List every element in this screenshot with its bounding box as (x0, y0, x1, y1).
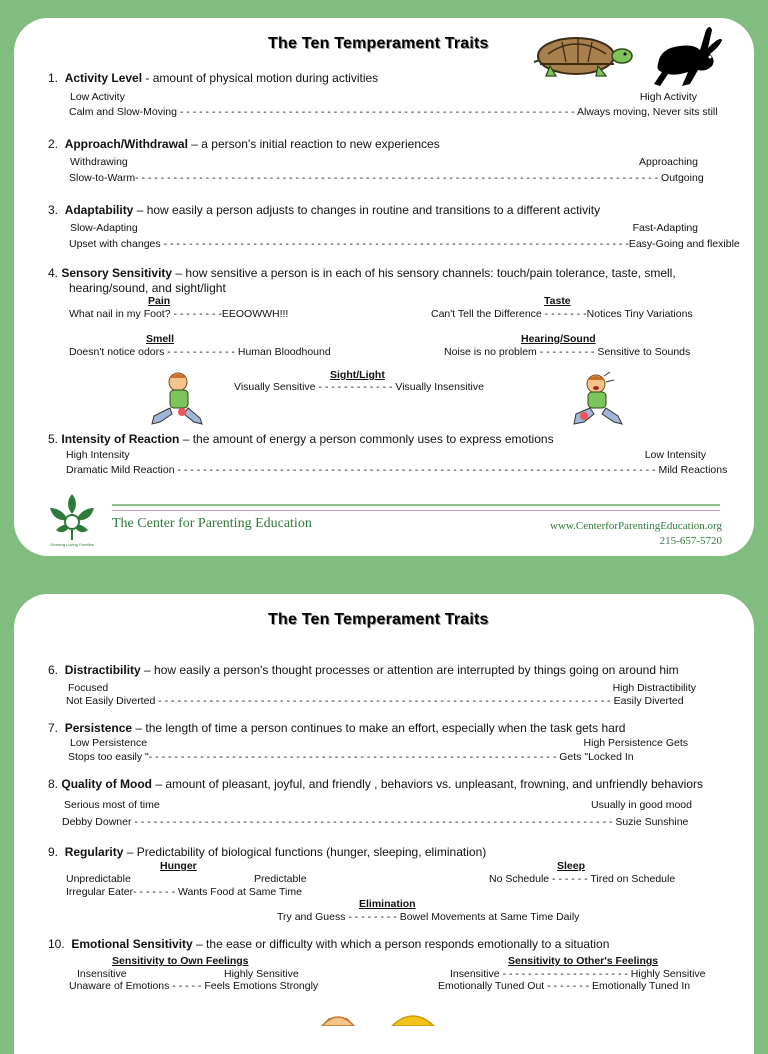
trait-number: 5. (48, 432, 59, 446)
hunger-left-label: Unpredictable (66, 873, 131, 885)
sight-heading: Sight/Light (330, 369, 385, 381)
trait-description: - amount of physical motion during activities (142, 71, 379, 85)
trait-name: Approach/Withdrawal (64, 137, 188, 151)
trait-2-right-label: Approaching (639, 156, 698, 168)
elimination-heading: Elimination (359, 898, 416, 910)
sleep-heading: Sleep (557, 860, 586, 872)
trait-7-left-label: Low Persistence (70, 737, 148, 749)
phone-number: 215-657-5720 (659, 535, 722, 547)
taste-heading: Taste (544, 295, 571, 307)
trait-number: 4. (48, 266, 59, 280)
trait-2-heading (48, 137, 440, 151)
taste-scale: Can't Tell the Difference - - - - - - -Notices Tiny Variations (431, 308, 693, 320)
trait-number: 10. (48, 937, 65, 951)
trait-description: – the length of time a person continues to make an effort, especially when the task gets hard (132, 721, 626, 735)
trait-name: Regularity (64, 845, 124, 859)
trait-number: 2. (48, 137, 59, 151)
trait-1-scale: Calm and Slow-Moving - - - - - - - - - - - - - - - - - - - - - - - - - - - - - - - - - - - - - - - - - - - - - - - - - - - - - - - - - - - - - - Always moving, Never sits still (69, 106, 718, 118)
organization-logo (42, 492, 102, 548)
organization-name: The Center for Parenting Education (112, 516, 312, 531)
trait-7-heading (48, 721, 625, 735)
child-face-icon (318, 1014, 358, 1026)
pain-heading: Pain (148, 295, 171, 307)
hunger-scale: Irregular Eater- - - - - - - Wants Food at Same Time (66, 886, 302, 898)
trait-4-heading (48, 266, 676, 280)
trait-6-heading (48, 663, 679, 677)
hunger-heading: Hunger (160, 860, 197, 872)
trait-name: Quality of Mood (61, 777, 153, 791)
crying-child-icon (570, 370, 632, 426)
trait-3-heading (48, 203, 600, 217)
own-feelings-right-label: Highly Sensitive (224, 968, 299, 980)
trait-number: 1. (48, 71, 59, 85)
trait-5-right-label: Low Intensity (644, 449, 706, 461)
hearing-scale: Noise is no problem - - - - - - - - - Sensitive to Sounds (444, 346, 691, 358)
trait-name: Adaptability (64, 203, 134, 217)
trait-5-scale: Dramatic Mild Reaction - - - - - - - - - - - - - - - - - - - - - - - - - - - - - - - - - - - - - - - - - - - - - - - - - - - - - - - - - - - - - - - - - - - - - - - - - - - Mild Reactions (66, 464, 728, 476)
page-card-1 (14, 18, 754, 556)
trait-name: Activity Level (64, 71, 143, 85)
trait-name: Persistence (64, 721, 133, 735)
own-feelings-heading: Sensitivity to Own Feelings (112, 955, 249, 967)
trait-description: – how easily a person adjusts to changes in routine and transitions to a different activity (133, 203, 601, 217)
trait-name: Intensity of Reaction (61, 432, 180, 446)
trait-name: Distractibility (64, 663, 141, 677)
trait-3-right-label: Fast-Adapting (632, 222, 698, 234)
trait-8-right-label: Usually in good mood (591, 799, 692, 811)
own-feelings-left-label: Insensitive (77, 968, 127, 980)
trait-1-heading (48, 71, 378, 85)
trait-8-left-label: Serious most of time (64, 799, 160, 811)
trait-description: – amount of pleasant, joyful, and friendly , behaviors vs. unpleasant, frowning, and unfriendly behaviors (152, 777, 704, 791)
trait-2-left-label: Withdrawing (70, 156, 128, 168)
elimination-scale: Try and Guess - - - - - - - - Bowel Movements at Same Time Daily (277, 911, 580, 923)
page-title: The Ten Temperament Traits (268, 35, 489, 52)
trait-number: 3. (48, 203, 59, 217)
trait-number: 7. (48, 721, 59, 735)
page-title-2: The Ten Temperament Traits (268, 611, 489, 628)
sun-face-icon (388, 1014, 438, 1026)
page-card-2 (14, 594, 754, 1054)
trait-3-scale: Upset with changes - - - - - - - - - - - - - - - - - - - - - - - - - - - - - - - - - - - - - - - - - - - - - - - - - - - - - - - - - - - - - - - - - - - - - - - - -Easy-Going and flexible (69, 238, 740, 250)
trait-description: – a person's initial reaction to new experiences (187, 137, 440, 151)
hunger-right-label: Predictable (254, 873, 307, 885)
hearing-heading: Hearing/Sound (521, 333, 596, 345)
others-feelings-scale-1: Insensitive - - - - - - - - - - - - - - - - - - - - Highly Sensitive (450, 968, 706, 980)
logo-tagline: Growing Loving Families (50, 542, 94, 547)
smell-scale: Doesn't notice odors - - - - - - - - - - - Human Bloodhound (69, 346, 331, 358)
trait-number: 8. (48, 777, 59, 791)
trait-9-heading (48, 845, 486, 859)
turtle-icon (528, 32, 634, 80)
pain-scale: What nail in my Foot? - - - - - - - -EEOOWWH!!! (69, 308, 289, 320)
calm-child-icon (146, 370, 208, 426)
trait-5-left-label: High Intensity (66, 449, 130, 461)
trait-5-heading (48, 432, 554, 446)
trait-8-scale: Debby Downer - - - - - - - - - - - - - - - - - - - - - - - - - - - - - - - - - - - - - - - - - - - - - - - - - - - - - - - - - - - - - - - - - - - - - - - - - - - Suzie Sunshine (62, 816, 689, 828)
footer-rule-purple (112, 510, 720, 511)
footer-rule-green (112, 504, 720, 506)
trait-number: 6. (48, 663, 59, 677)
trait-8-heading (48, 777, 703, 791)
rabbit-icon (650, 24, 724, 90)
trait-10-heading (48, 937, 609, 951)
trait-4-description-cont: hearing/sound, and sight/light (69, 281, 226, 295)
smell-heading: Smell (146, 333, 175, 345)
trait-6-scale: Not Easily Diverted - - - - - - - - - - - - - - - - - - - - - - - - - - - - - - - - - - - - - - - - - - - - - - - - - - - - - - - - - - - - - - - - - - - - - - - Easily Diverted (66, 695, 684, 707)
trait-number: 9. (48, 845, 59, 859)
trait-description: – Predictability of biological functions (hunger, sleeping, elimination) (123, 845, 487, 859)
trait-1-left-label: Low Activity (70, 91, 125, 103)
trait-6-right-label: High Distractibility (612, 682, 696, 694)
sight-scale: Visually Sensitive - - - - - - - - - - - - Visually Insensitive (234, 381, 484, 393)
trait-3-left-label: Slow-Adapting (70, 222, 138, 234)
trait-description: – the ease or difficulty with which a person responds emotionally to a situation (192, 937, 610, 951)
trait-name: Sensory Sensitivity (61, 266, 173, 280)
trait-description: – how easily a person's thought processes or attention are interrupted by things going on around him (140, 663, 679, 677)
others-feelings-scale-2: Emotionally Tuned Out - - - - - - - Emotionally Tuned In (438, 980, 691, 992)
trait-7-scale: Stops too easily "- - - - - - - - - - - - - - - - - - - - - - - - - - - - - - - - - - - - - - - - - - - - - - - - - - - - - - - - - - - - - - - - Gets "Locked In (68, 751, 634, 763)
sleep-scale: No Schedule - - - - - - Tired on Schedule (489, 873, 676, 885)
trait-7-right-label: High Persistence Gets (583, 737, 688, 749)
website-link[interactable]: www.CenterforParentingEducation.org (550, 520, 722, 532)
trait-description: – how sensitive a person is in each of his sensory channels: touch/pain tolerance, taste, smell, (172, 266, 676, 280)
trait-6-left-label: Focused (68, 682, 109, 694)
others-feelings-heading: Sensitivity to Other's Feelings (508, 955, 659, 967)
trait-name: Emotional Sensitivity (71, 937, 193, 951)
trait-description: – the amount of energy a person commonly uses to express emotions (179, 432, 554, 446)
trait-2-scale: Slow-to-Warm- - - - - - - - - - - - - - - - - - - - - - - - - - - - - - - - - - - - - - - - - - - - - - - - - - - - - - - - - - - - - - - - - - - - - - - - - - - - - - - - - - Outgoing (69, 172, 704, 184)
trait-1-right-label: High Activity (639, 91, 697, 103)
own-feelings-scale: Unaware of Emotions - - - - - Feels Emotions Strongly (69, 980, 319, 992)
